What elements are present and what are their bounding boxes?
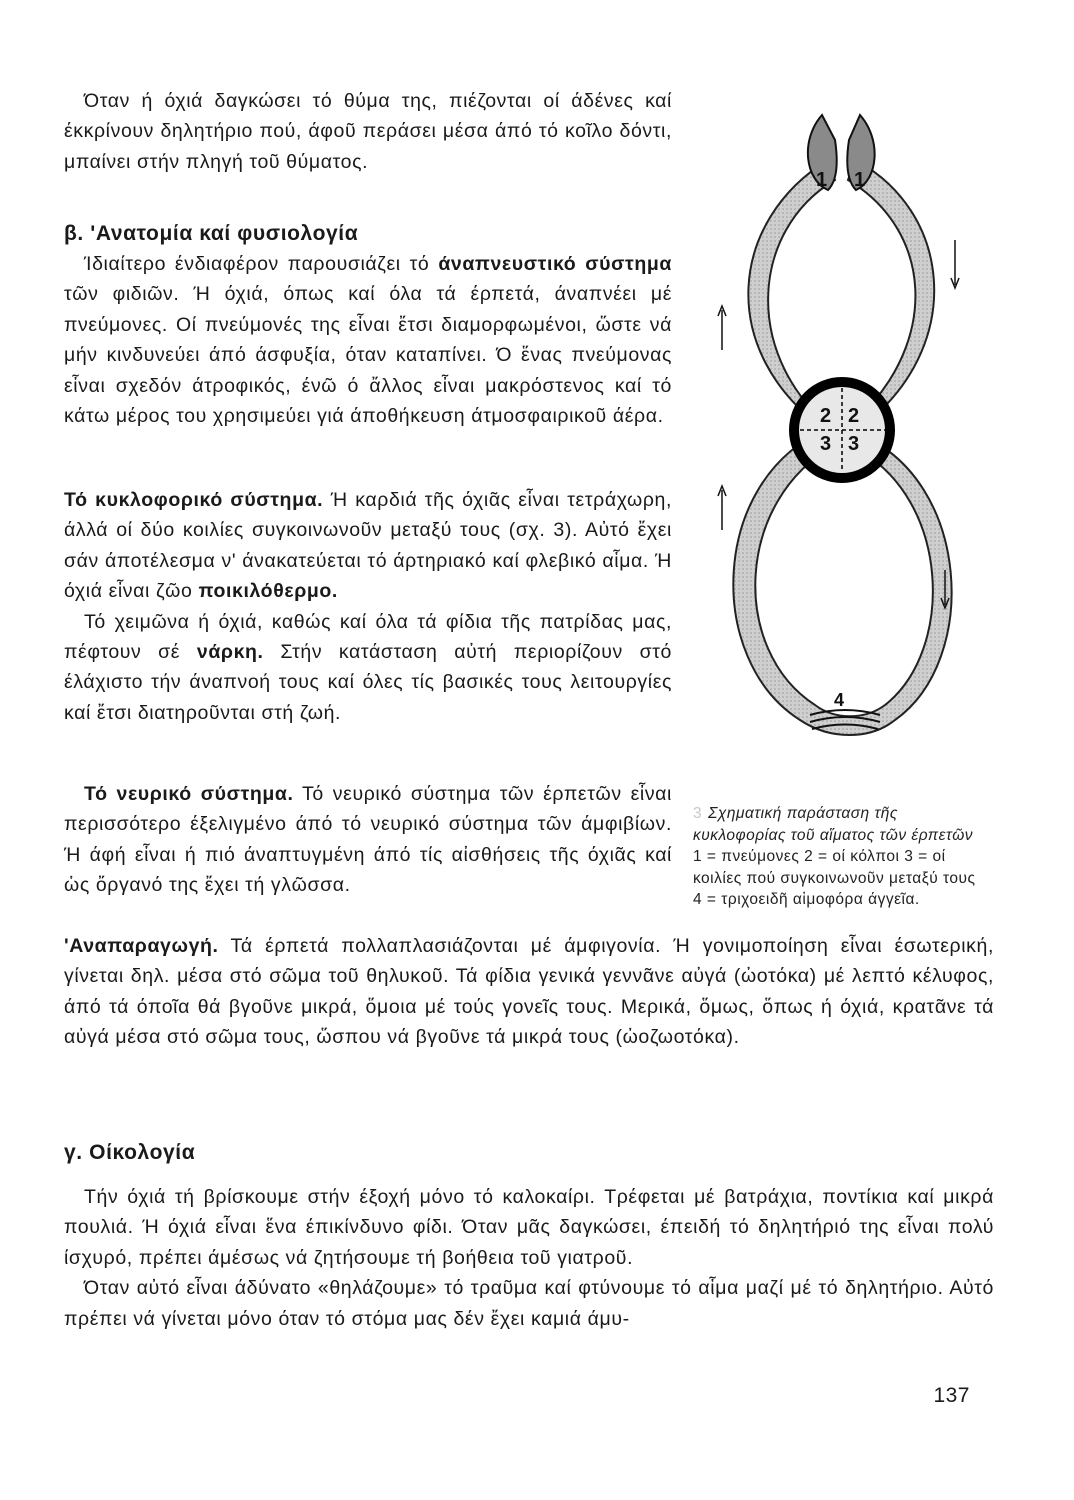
circulatory-term: Τό κυκλοφορικό σύστημα. <box>64 489 324 511</box>
nervous-block <box>64 779 672 901</box>
anatomy-section <box>64 219 672 431</box>
caption-title: Σχηματική παράσταση τῆς κυκλοφορίας τοῦ αἵματος τῶν έρπετῶν <box>693 805 974 844</box>
intro-block <box>64 86 672 177</box>
circulation-diagram <box>710 100 980 790</box>
page-number: 137 <box>933 1384 970 1407</box>
ecology-paragraph-1: Τήν όχιά τή βρίσκουμε στήν έξοχή μόνο τό καλοκαίρι. Τρέφεται μέ βατράχια, ποντίκια καί μικρά πουλιά. Ή όχιά εἶναι ἕνα έπικίνδυνο φίδι. Όταν μᾶς δαγκώσει, έπειδή τό δηλητήριό της εἶναι πολύ ίσχυρό, πρέπει άμέσως νά ζητήσουμε τή βοήθεια τοῦ γιατροῦ. <box>64 1186 994 1269</box>
ventricle-right-label: 3 <box>848 433 860 455</box>
lung-right-label: 1 <box>854 169 866 191</box>
reproduction-block <box>64 931 994 1053</box>
respiratory-paragraph: Ίδιαίτερο ένδιαφέρον παρουσιάζει τό άναπνευστικό σύστημα τῶν φιδιῶν. Ή όχιά, όπως καί όλα τά έρπετά, άναπνέει μέ πνεύμονες. Οί πνεύμονές της εἶναι ἔτσι διαμορφωμένοι, ὥστε νά μήν κινδυνεύει άπό άσφυξία, όταν καταπίνει. Ό ἕνας πνεύμονας εἶναι σχεδόν άτροφικός, ένῶ ό ἄλλος εἶναι μακρόστενος καί τό κάτω μέρος του χρησιμεύει γιά άποθήκευση άτμοσφαιρικοῦ άέρα. <box>64 253 672 428</box>
respiratory-term: άναπνευστικό σύστημα <box>438 253 672 275</box>
ecology-section <box>64 1138 994 1334</box>
ecology-paragraph-2: Όταν αὐτό εἶναι άδύνατο «θηλάζουμε» τό τραῦμα καί φτύνουμε τό αἷμα μαζί μέ τό δηλητήριο. Αὐτό πρέπει νά γίνεται μόνο όταν τό στόμα μας δέν ἔχει καμιά άμυ- <box>64 1277 994 1330</box>
poikilotherm-term: ποικιλόθερμο. <box>198 580 338 603</box>
nervous-term: Τό νευρικό σύστημα. <box>84 783 294 805</box>
caption-number: 3 <box>693 805 703 822</box>
ventricle-left-label: 3 <box>820 433 832 455</box>
torpor-term: νάρκη. <box>196 641 264 664</box>
ecology-heading: γ. Οίκολογία <box>64 1141 196 1164</box>
caption-legend: 1 = πνεύμονες 2 = οί κόλποι 3 = οί κοιλίες πού συγκοινωνοῦν μεταξύ τους 4 = τριχοειδῆ αἱμοφόρα άγγεῖα. <box>693 848 976 908</box>
lung-left-label: 1 <box>816 169 828 191</box>
atrium-right-label: 2 <box>848 405 860 427</box>
circulatory-block <box>64 485 672 728</box>
reproduction-paragraph: 'Αναπαραγωγή. Τά έρπετά πολλαπλασιάζονται μέ άμφιγονία. Ή γονιμοποίηση εἶναι έσωτερική, γίνεται δηλ. μέσα στό σῶμα τοῦ θηλυκοῦ. Τά φίδια γενικά γεννᾶνε αὐγά (ὠοτόκα) μέ λεπτό κέλυφος, άπό τά όποῖα θά βγοῦνε μικρά, ὅμοια μέ τούς γονεῖς τους. Μερικά, ὅμως, ὅπως ή όχιά, κρατᾶνε τά αὐγά μέσα στό σῶμα τους, ὥσπου νά βγοῦνε τά μικρά τους (ὠοζωοτόκα). <box>64 935 994 1049</box>
intro-paragraph: Όταν ή όχιά δαγκώσει τό θύμα της, πιέζονται οί άδένες καί έκκρίνουν δηλητήριο πού, άφοῦ περάσει μέσα άπό τό κοῖλο δόντι, μπαίνει στήν πληγή τοῦ θύματος. <box>64 90 672 173</box>
circulatory-paragraph: Τό κυκλοφορικό σύστημα. Ή καρδιά τῆς όχιᾶς εἶναι τετράχωρη, άλλά οί δύο κοιλίες συγκοινωνοῦν μεταξύ τους (σχ. 3). Αὐτό ἔχει σάν άποτέλεσμα ν' άνακατεύεται τό άρτηριακό καί φλεβικό αἷμα. Ή όχιά εἶναι ζῶο ποικιλόθερμο. <box>64 489 672 603</box>
reproduction-term: 'Αναπαραγωγή. <box>64 935 219 957</box>
figure-caption <box>693 803 983 911</box>
capillaries-label: 4 <box>834 690 845 710</box>
hibernation-paragraph: Τό χειμῶνα ή όχιά, καθώς καί όλα τά φίδια τῆς πατρίδας μας, πέφτουν σέ νάρκη. Στήν κατάσταση αὐτή περιορίζουν στό έλάχιστο τήν άναπνοή τους καί όλες τίς βασικές τους λειτουργίες καί ἔτσι διατηροῦνται στή ζωή. <box>64 610 672 724</box>
anatomy-heading: β. 'Ανατομία καί φυσιολογία <box>64 222 359 245</box>
atrium-left-label: 2 <box>820 405 832 427</box>
nervous-paragraph: Τό νευρικό σύστημα. Τό νευρικό σύστημα τῶν έρπετῶν εἶναι περισσότερο έξελιγμένο άπό τό νευρικό σύστημα τῶν άμφιβίων. Ή άφή εἶναι ή πιό άναπτυγμένη άπό τίς αἰσθήσεις τῆς όχιᾶς καί ὡς ὄργανό της ἔχει τή γλῶσσα. <box>64 783 672 897</box>
